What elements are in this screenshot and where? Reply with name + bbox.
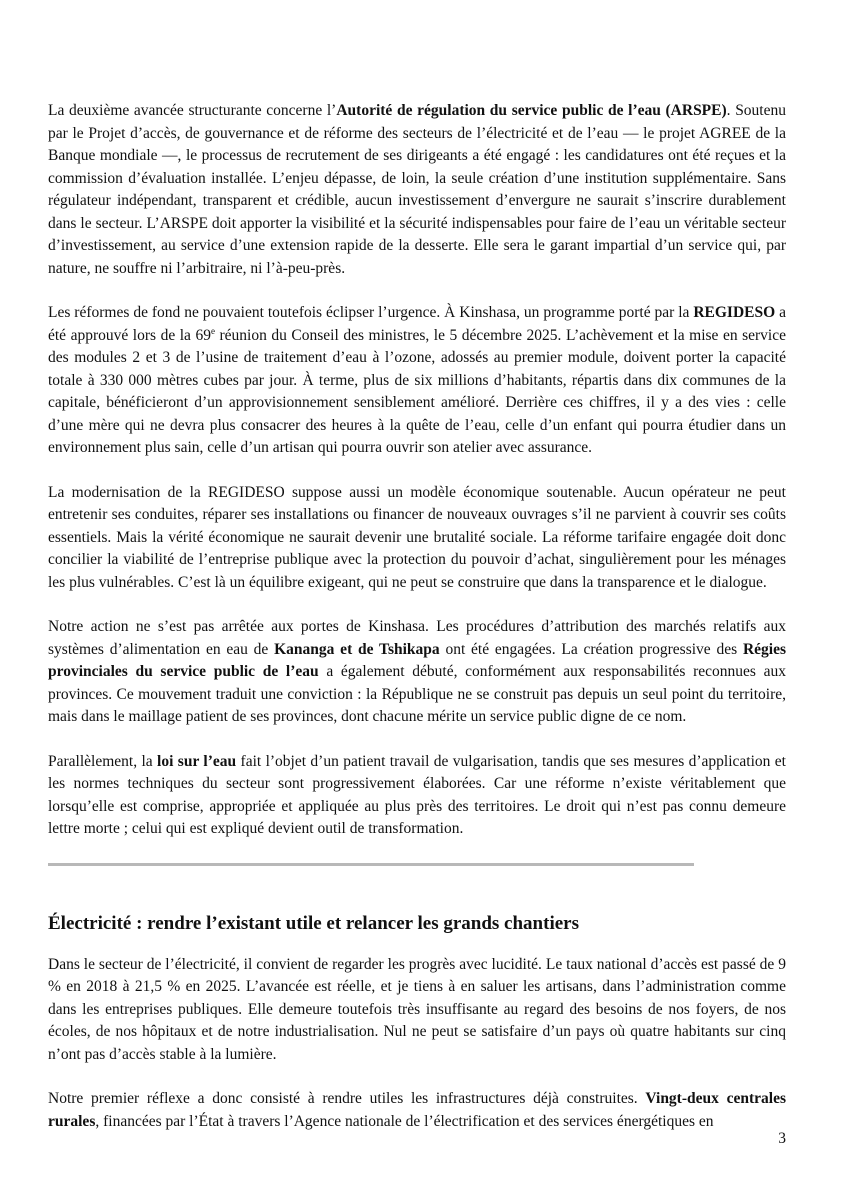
body-paragraph — [48, 751, 786, 841]
document-page — [48, 100, 786, 1155]
section-paragraphs — [48, 954, 786, 1134]
text-run: . Soutenu par le Projet d’accès, de gouvernance et de réforme des secteurs de l’électricité et de l’eau — le projet AGREE de la Banque mondiale —, le processus de recrutement de ses dirigeants a été engagé : les candidatures ont été reçues et la commission d’évaluation installée. L’enjeu dépasse, de loin, la seule création d’une institution supplémentaire. Sans régulateur indépendant, transparent et crédible, aucun investissement d’envergure ne saurait s’inscrire durablement dans le secteur. L’ARSPE doit apporter la visibilité et la sécurité indispensables pour faire de l’eau un véritable secteur d’investissement, au service d’une extension rapide de la desserte. Elle sera le garant impartial d’un service qui, par nature, ne souffre ni l’arbitraire, ni l’à-peu-près. — [48, 102, 786, 277]
body-paragraphs — [48, 100, 786, 841]
text-run: , financées par l’État à travers l’Agence nationale de l’électrification et des services énergétiques en — [95, 1112, 714, 1130]
text-run: La deuxième avancée structurante concerne l’ — [48, 102, 337, 119]
text-run: ont été engagées. La création progressive des — [439, 640, 743, 658]
text-run: a également débuté, conformément aux responsabilités reconnues aux provinces. Ce mouvement traduit une conviction : la République ne se construit pas depuis un seul point du territoire, mais dans le maillage patient de ses provinces, dont chacune mérite un service public digne de ce nom. — [48, 663, 786, 725]
text-run: fait l’objet d’un patient travail de vulgarisation, tandis que ses mesures d’application et les normes techniques du secteur sont progressivement élaborées. Car une réforme n’existe véritablement que lorsqu’elle est comprise, appropriée et appliquée au plus près des territoires. Le droit qui n’est pas connu demeure lettre morte ; celui qui est expliqué devient outil de transformation. — [48, 752, 786, 837]
bold-text: REGIDESO — [693, 304, 776, 321]
section-paragraph — [48, 954, 786, 1067]
page-number: 3 — [778, 1130, 786, 1147]
section-paragraph — [48, 1088, 786, 1133]
body-paragraph — [48, 302, 786, 460]
superscript: e — [210, 325, 215, 336]
text-run: La modernisation de la REGIDESO suppose aussi un modèle économique soutenable. Aucun opérateur ne peut entretenir ses conduites, réparer ses installations ou financer de nouveaux ouvrages s’il ne parvient à couvrir ses coûts essentiels. Mais la vérité économique ne saurait devenir une brutalité sociale. La réforme tarifaire engagée doit donc concilier la viabilité de l’entreprise publique avec la protection du pouvoir d’achat, singulièrement pour les ménages les plus vulnérables. C’est là un équilibre exigeant, qui ne peut se construire que dans la transparence et le dialogue. — [48, 483, 786, 591]
text-run: Dans le secteur de l’électricité, il convient de regarder les progrès avec lucidité. Le taux national d’accès est passé de 9 % en 2018 à 21,5 % en 2025. L’avancée est réelle, et je tiens à en saluer les artisans, dans l’administration comme dans les entreprises publiques. Elle demeure toutefois très insuffisante au regard des besoins de nos foyers, de nos écoles, de nos hôpitaux et de notre industrialisation. Nul ne peut se satisfaire d’un pays où quatre habitants sur cinq n’ont pas d’accès stable à la lumière. — [48, 955, 786, 1063]
text-run: Notre action ne s’est pas arrêtée aux portes de Kinshasa. Les procédures d’attribution des marchés relatifs aux systèmes d’alimentation en eau de — [48, 618, 786, 658]
text-run: Notre premier réflexe a donc consisté à rendre utiles les infrastructures déjà construites. — [48, 1090, 646, 1107]
bold-text: Autorité de régulation du service public de l’eau (ARSPE) — [336, 102, 727, 119]
section-heading: Électricité : rendre l’existant utile et relancer les grands chantiers — [48, 912, 579, 934]
body-paragraph — [48, 616, 786, 729]
bold-text: Vingt-deux centrales rurales — [48, 1090, 786, 1130]
section-divider — [48, 863, 694, 866]
body-paragraph — [48, 100, 786, 280]
text-run: a été approuvé lors de la 69 — [48, 304, 786, 344]
bold-text: Régies provinciales du service public de l’eau — [48, 640, 786, 680]
text-run: réunion du Conseil des ministres, le 5 décembre 2025. L’achèvement et la mise en service des modules 2 et 3 de l’usine de traitement d’eau à l’ozone, adossés au premier module, doivent porter la capacité totale à 330 000 mètres cubes par jour. À terme, plus de six millions d’habitants, répartis dans dix communes de la capitale, bénéficieront d’un approvisionnement sensiblement amélioré. Derrière ces chiffres, il y a des vies : celle d’une mère qui ne devra plus consacrer des heures à la quête de l’eau, celle d’un enfant qui pourra étudier dans un environnement plus sain, celle d’un artisan qui pourra ouvrir son atelier avec assurance. — [48, 326, 786, 456]
bold-text: loi sur l’eau — [157, 752, 237, 770]
text-run: Les réformes de fond ne pouvaient toutefois éclipser l’urgence. À Kinshasa, un programme porté par la — [48, 304, 694, 321]
text-run: Parallèlement, la — [48, 752, 158, 770]
body-paragraph — [48, 482, 786, 595]
bold-text: Kananga et de Tshikapa — [274, 640, 440, 658]
